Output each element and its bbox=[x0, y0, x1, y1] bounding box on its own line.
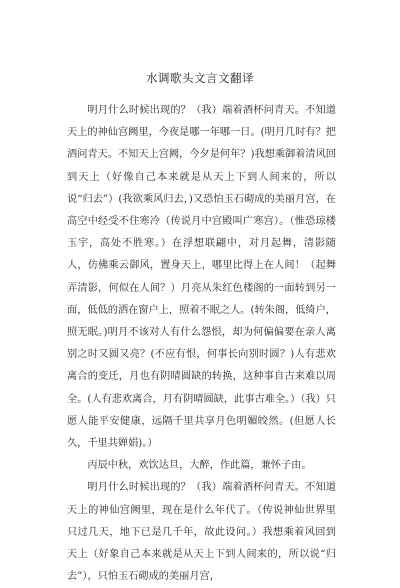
paragraph-translation-continued: 明月什么时候出现的？（我）端着酒杯问青天。不知道天上的神仙宫阙里，现在是什么年代了。（传说神仙世界里只过几天，地下已是几千年，故此设问。）我想乘着风回到天上（好象自己本来就是从天上下到人间来的，所以说“归去”），只怕玉石砌成的美丽月宫， bbox=[67, 482, 336, 583]
paragraph-preface: 丙辰中秋，欢饮达旦，大醉，作此篇，兼怀子由。 bbox=[87, 460, 312, 472]
document-title: 水调歌头文言文翻译 bbox=[146, 71, 254, 85]
paragraph-translation: 明月什么时候出现的？（我）端着酒杯问青天。不知道天上的神仙宫阙里，今夜是哪一年哪一日。(明月几时有？把酒问青天。不知天上宫阙，今夕是何年？)我想乘御着清风回到天上（好像自己本来就是从天上下到人间来的，所以说“归去”）(我欲乘风归去，)又恐怕玉石砌成的美丽月宫，在高空中经受不住寒冷（传说月中宫殿叫广寒宫）。（惟恐琼楼玉宇，高处不胜寒。）在浮想联翩中，对月起舞，清影随人，仿佛乘云御风，置身天上，哪里比得上在人间！（起舞弄清影，何似在人间？）月亮从朱红色楼阁的一面转到另一面，低低的洒在窗户上，照着不眠之人。(转朱阁，低绮户，照无眠。)明月不该对人有什么怨恨，却为何偏偏要在亲人离别之时又圆又亮？(不应有恨，何事长向别时圆？)人有悲欢离合的变迁，月也有阴晴圆缺的转换，这种事自古来难以周全。(人有悲欢离合，月有阴晴圆缺，此事古难全。）（我）只愿人能平安健康，远隔千里共享月色明媚皎然。(但愿人长久，千里共婵娟)。） bbox=[67, 105, 336, 450]
document-body bbox=[67, 100, 336, 588]
